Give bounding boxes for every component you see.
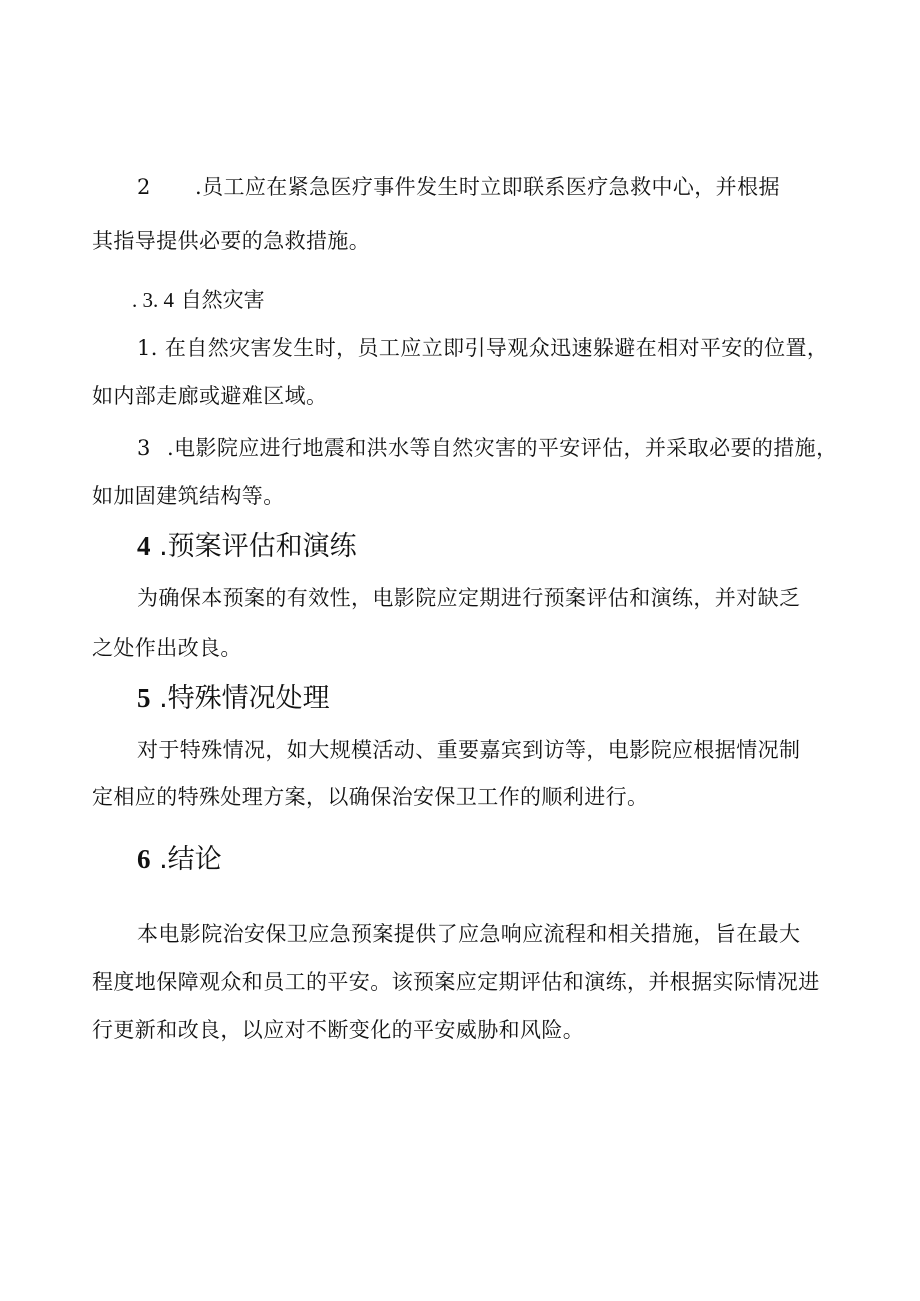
section-6-title: .结论	[159, 844, 222, 875]
natural-item-3-line-2: 如加固建筑结构等。	[92, 484, 285, 508]
item-2-line-1	[137, 172, 780, 202]
natural-item-1-line-2: 如内部走廊或避难区域。	[92, 384, 328, 408]
section-5-number: 5	[137, 683, 151, 713]
section-3-4-heading	[132, 285, 265, 315]
section-4-line-2: 之处作出改良。	[92, 636, 242, 660]
section-5-line-2: 定相应的特殊处理方案，以确保治安保卫工作的顺利进行。	[92, 785, 649, 809]
section-4-heading	[137, 528, 357, 565]
natural-item-1-line-1: 1. 在自然灾害发生时，员工应立即引导观众迅速躲避在相对平安的位置，	[137, 336, 829, 360]
natural-item-3-text: .电影院应进行地震和洪水等自然灾害的平安评估，并采取必要的措施，	[167, 436, 838, 460]
natural-item-3-line-1	[137, 433, 837, 463]
section-4-title: .预案评估和演练	[159, 531, 357, 562]
section-3-4-number: . 3. 4	[132, 288, 174, 312]
item-2-line-2: 其指导提供必要的急救措施。	[92, 229, 371, 253]
section-6-number: 6	[137, 844, 151, 874]
section-3-4-title: 自然灾害	[180, 288, 265, 312]
section-6-line-1: 本电影院治安保卫应急预案提供了应急响应流程和相关措施，旨在最大	[137, 922, 801, 946]
section-5-heading	[137, 680, 330, 717]
section-6-line-3: 行更新和改良，以应对不断变化的平安威胁和风险。	[92, 1018, 585, 1042]
natural-item-3-number: 3	[137, 436, 151, 460]
section-6-line-2: 程度地保障观众和员工的平安。该预案应定期评估和演练，并根据实际情况进	[92, 970, 820, 994]
section-4-number: 4	[137, 531, 151, 561]
item-2-number: 2	[137, 175, 151, 199]
section-6-heading	[137, 841, 222, 878]
section-4-line-1: 为确保本预案的有效性，电影院应定期进行预案评估和演练，并对缺乏	[137, 586, 801, 610]
item-2-text: .员工应在紧急医疗事件发生时立即联系医疗急救中心，并根据	[195, 175, 780, 199]
section-5-title: .特殊情况处理	[159, 683, 330, 714]
section-5-line-1: 对于特殊情况，如大规模活动、重要嘉宾到访等，电影院应根据情况制	[137, 738, 801, 762]
